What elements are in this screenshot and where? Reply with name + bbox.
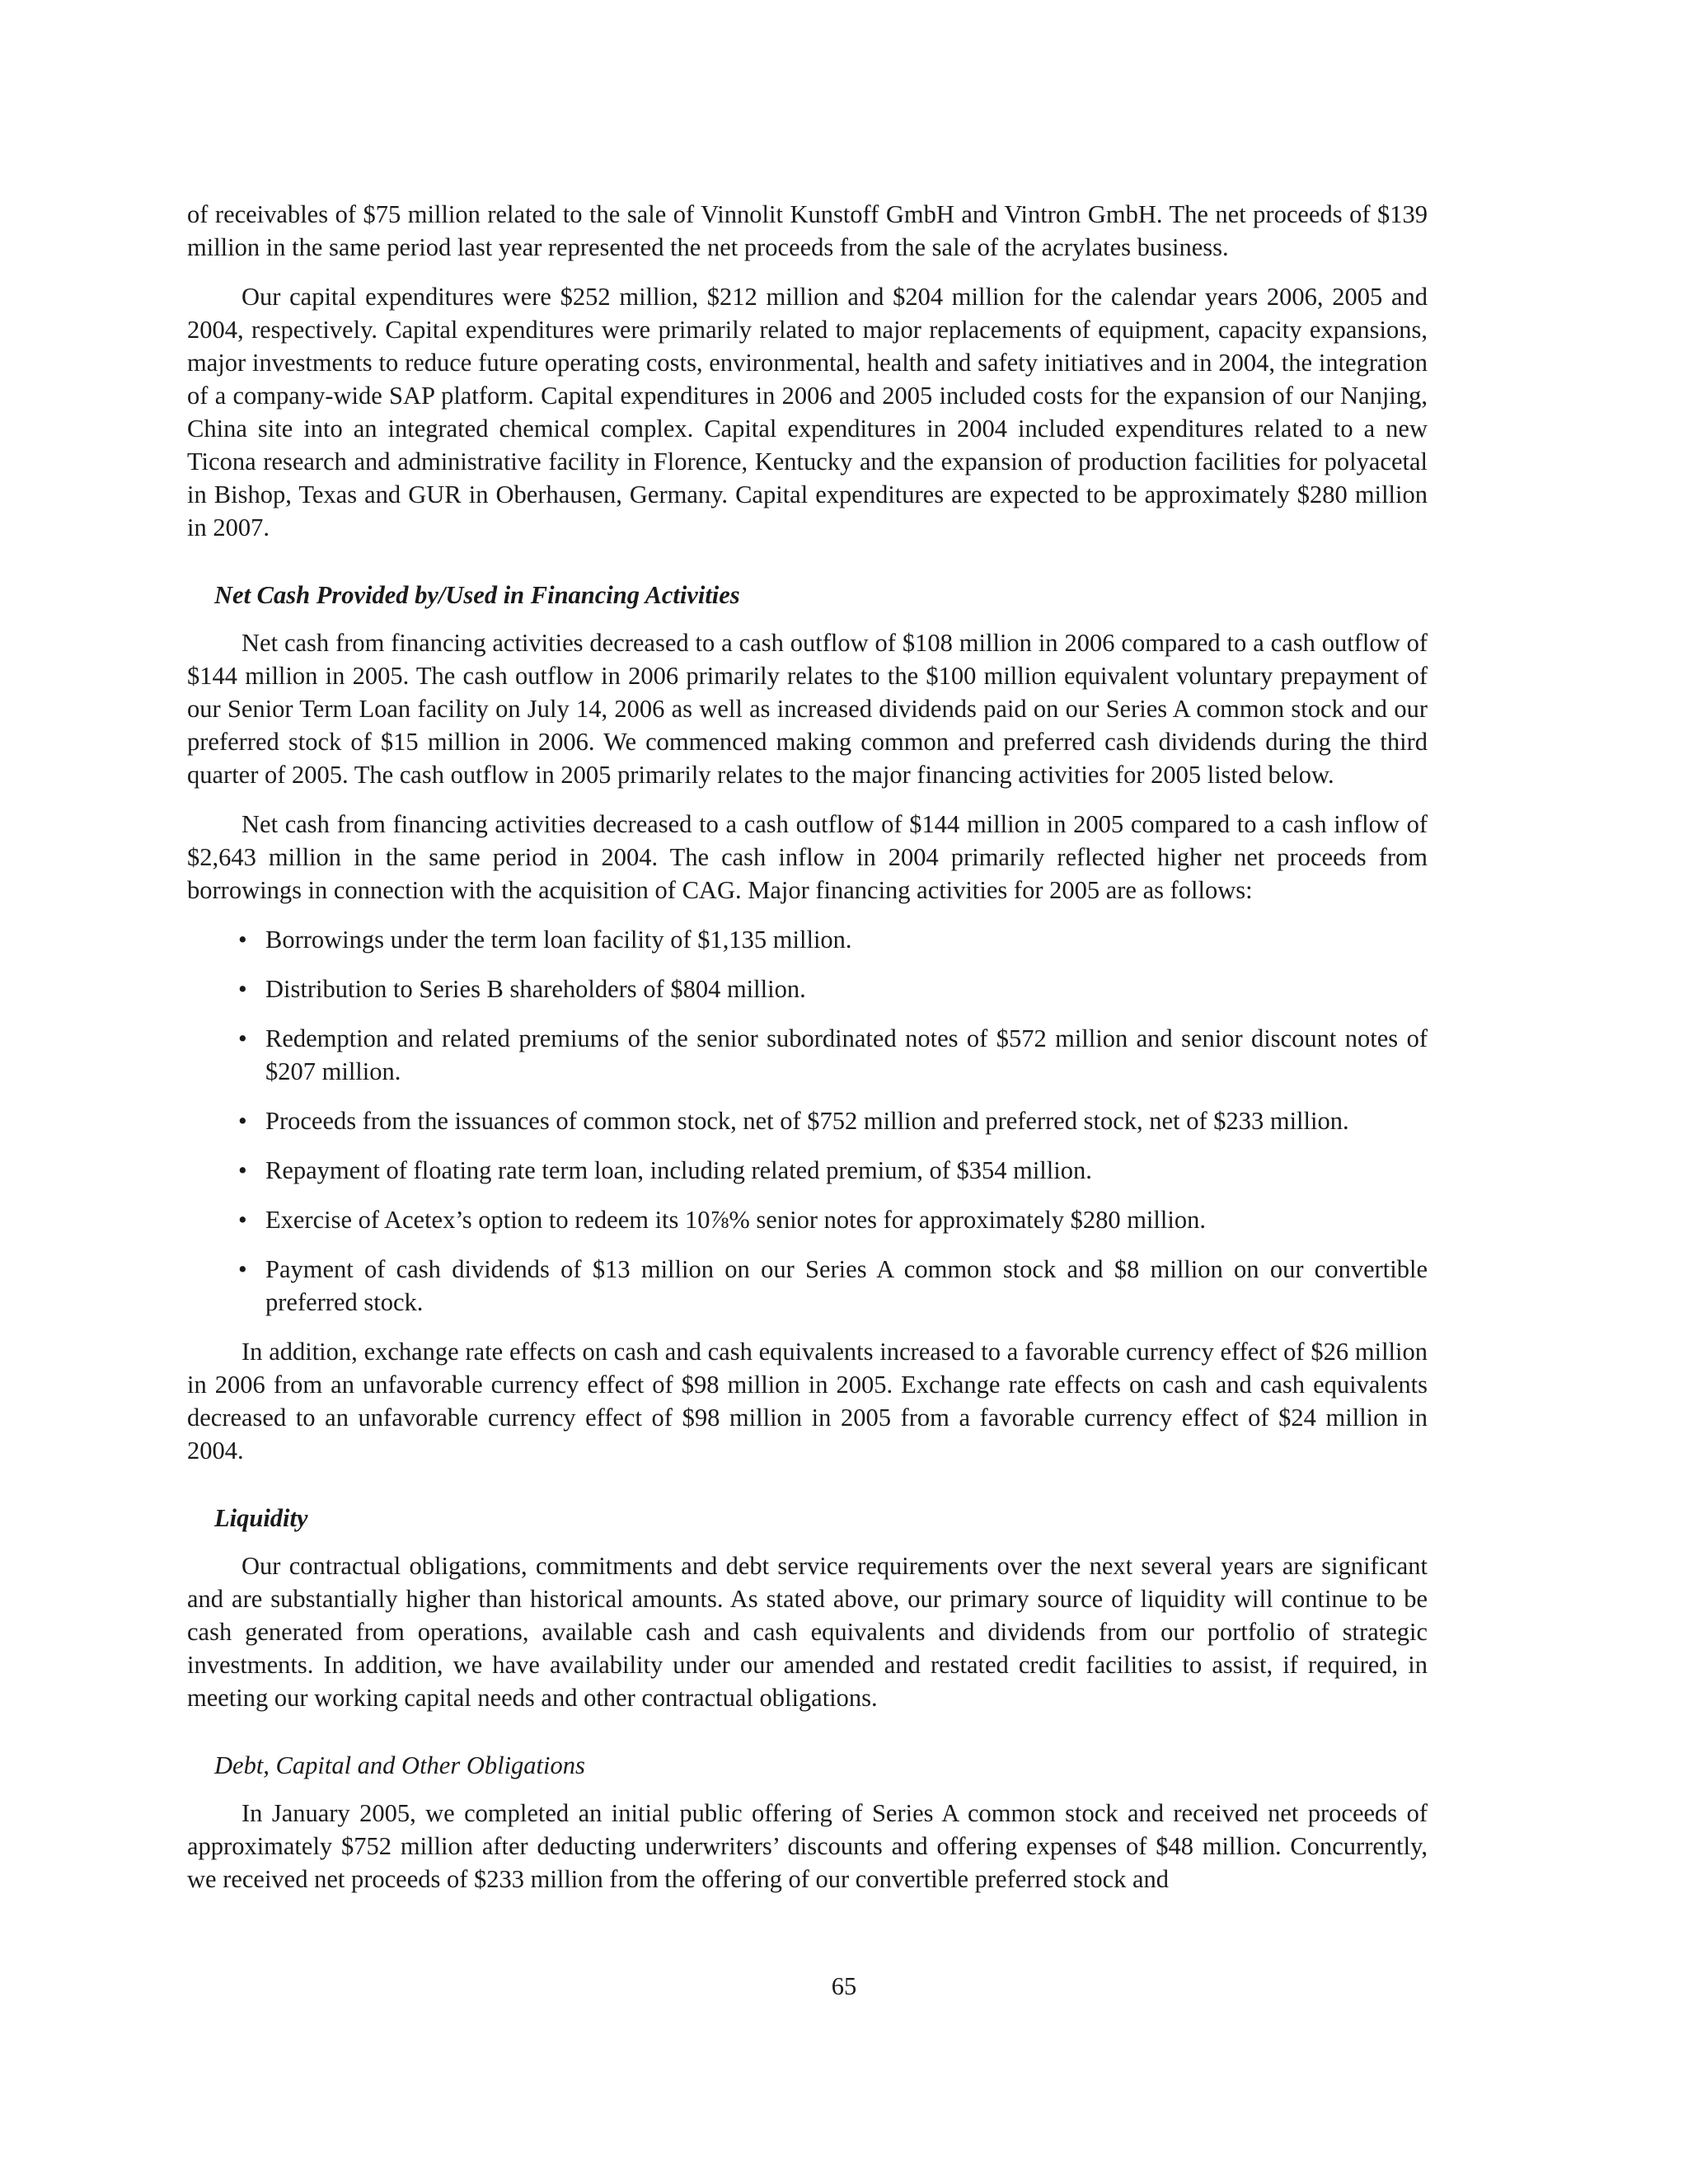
bullet-icon: • [238,1107,247,1135]
bullet-icon: • [238,926,247,954]
list-item-text: Exercise of Acetex’s option to redeem its 10⅞% senior notes for approximately $280 million. [265,1206,1206,1234]
heading-financing-activities: Net Cash Provided by/Used in Financing Activities [214,581,740,609]
paragraph-ipo: In January 2005, we completed an initial public offering of Series A common stock and received net proceeds of approximately $752 million after deducting underwriters’ discounts and offering expenses of $48 million. Concurrently, we received net proceeds of $233 million from the offering of our convertible preferred stock and [187,1799,1428,1893]
list-item [187,923,1428,956]
list-item [187,1022,1428,1088]
paragraph-financing-2006: Net cash from financing activities decreased to a cash outflow of $108 million in 2006 compared to a cash outflow of $144 million in 2005. The cash outflow in 2006 primarily relates to the $100 million equivalent voluntary prepayment of our Senior Term Loan facility on July 14, 2006 as well as increased dividends paid on our Series A common stock and our preferred stock of $15 million in 2006. We commenced making common and preferred cash dividends during the third quarter of 2005. The cash outflow in 2005 primarily relates to the major financing activities for 2005 listed below. [187,629,1428,789]
list-item [187,1253,1428,1319]
list-item [187,1154,1428,1187]
paragraph-financing-2005: Net cash from financing activities decreased to a cash outflow of $144 million in 2005 compared to a cash inflow of $2,643 million in the same period in 2004. The cash inflow in 2004 primarily reflected higher net proceeds from borrowings in connection with the acquisition of CAG. Major financing activities for 2005 are as follows: [187,810,1428,904]
list-item [187,1203,1428,1236]
list-item-text: Proceeds from the issuances of common stock, net of $752 million and preferred stock, net of $233 million. [265,1107,1349,1135]
bullet-icon: • [238,975,247,1003]
bullet-icon: • [238,1255,247,1283]
heading-liquidity: Liquidity [214,1504,308,1532]
paragraph-liquidity: Our contractual obligations, commitments and debt service requirements over the next several years are significant and are substantially higher than historical amounts. As stated above, our primary source of liquidity will continue to be cash generated from operations, available cash and cash equivalents and dividends from our portfolio of strategic investments. In addition, we have availability under our amended and restated credit facilities to assist, if required, in meeting our working capital needs and other contractual obligations. [187,1552,1428,1712]
list-item-text: Repayment of floating rate term loan, including related premium, of $354 million. [265,1156,1092,1184]
list-item-text: Distribution to Series B shareholders of $804 million. [265,975,806,1003]
list-item-text: Redemption and related premiums of the senior subordinated notes of $572 million and senior discount notes of $207 million. [265,1024,1428,1085]
list-item [187,1104,1428,1137]
financing-activities-list [187,923,1428,1319]
paragraph-receivables: of receivables of $75 million related to the sale of Vinnolit Kunstoff GmbH and Vintron GmbH. The net proceeds of $139 million in the same period last year represented the net proceeds from the sale of the acrylates business. [187,200,1428,261]
document-page [187,198,1428,1912]
paragraph-exchange-rate: In addition, exchange rate effects on cash and cash equivalents increased to a favorable currency effect of $26 million in 2006 from an unfavorable currency effect of $98 million in 2005. Exchange rate effects on cash and cash equivalents decreased to an unfavorable currency effect of $98 million in 2005 from a favorable currency effect of $24 million in 2004. [187,1338,1428,1465]
bullet-icon: • [238,1206,247,1234]
bullet-icon: • [238,1024,247,1052]
paragraph-capital-expenditures: Our capital expenditures were $252 million, $212 million and $204 million for the calendar years 2006, 2005 and 2004, respectively. Capital expenditures were primarily related to major replacements of equipment, capacity expansions, major investments to reduce future operating costs, environmental, health and safety initiatives and in 2004, the integration of a company-wide SAP platform. Capital expenditures in 2006 and 2005 included costs for the expansion of our Nanjing, China site into an integrated chemical complex. Capital expenditures in 2004 included expenditures related to a new Ticona research and administrative facility in Florence, Kentucky and the expansion of production facilities for polyacetal in Bishop, Texas and GUR in Oberhausen, Germany. Capital expenditures are expected to be approximately $280 million in 2007. [187,283,1428,541]
page-number: 65 [831,1972,857,2000]
list-item-text: Borrowings under the term loan facility of $1,135 million. [265,926,852,954]
list-item [187,972,1428,1005]
heading-debt-obligations: Debt, Capital and Other Obligations [214,1751,585,1779]
list-item-text: Payment of cash dividends of $13 million on our Series A common stock and $8 million on our convertible preferred stock. [265,1255,1428,1316]
bullet-icon: • [238,1156,247,1184]
